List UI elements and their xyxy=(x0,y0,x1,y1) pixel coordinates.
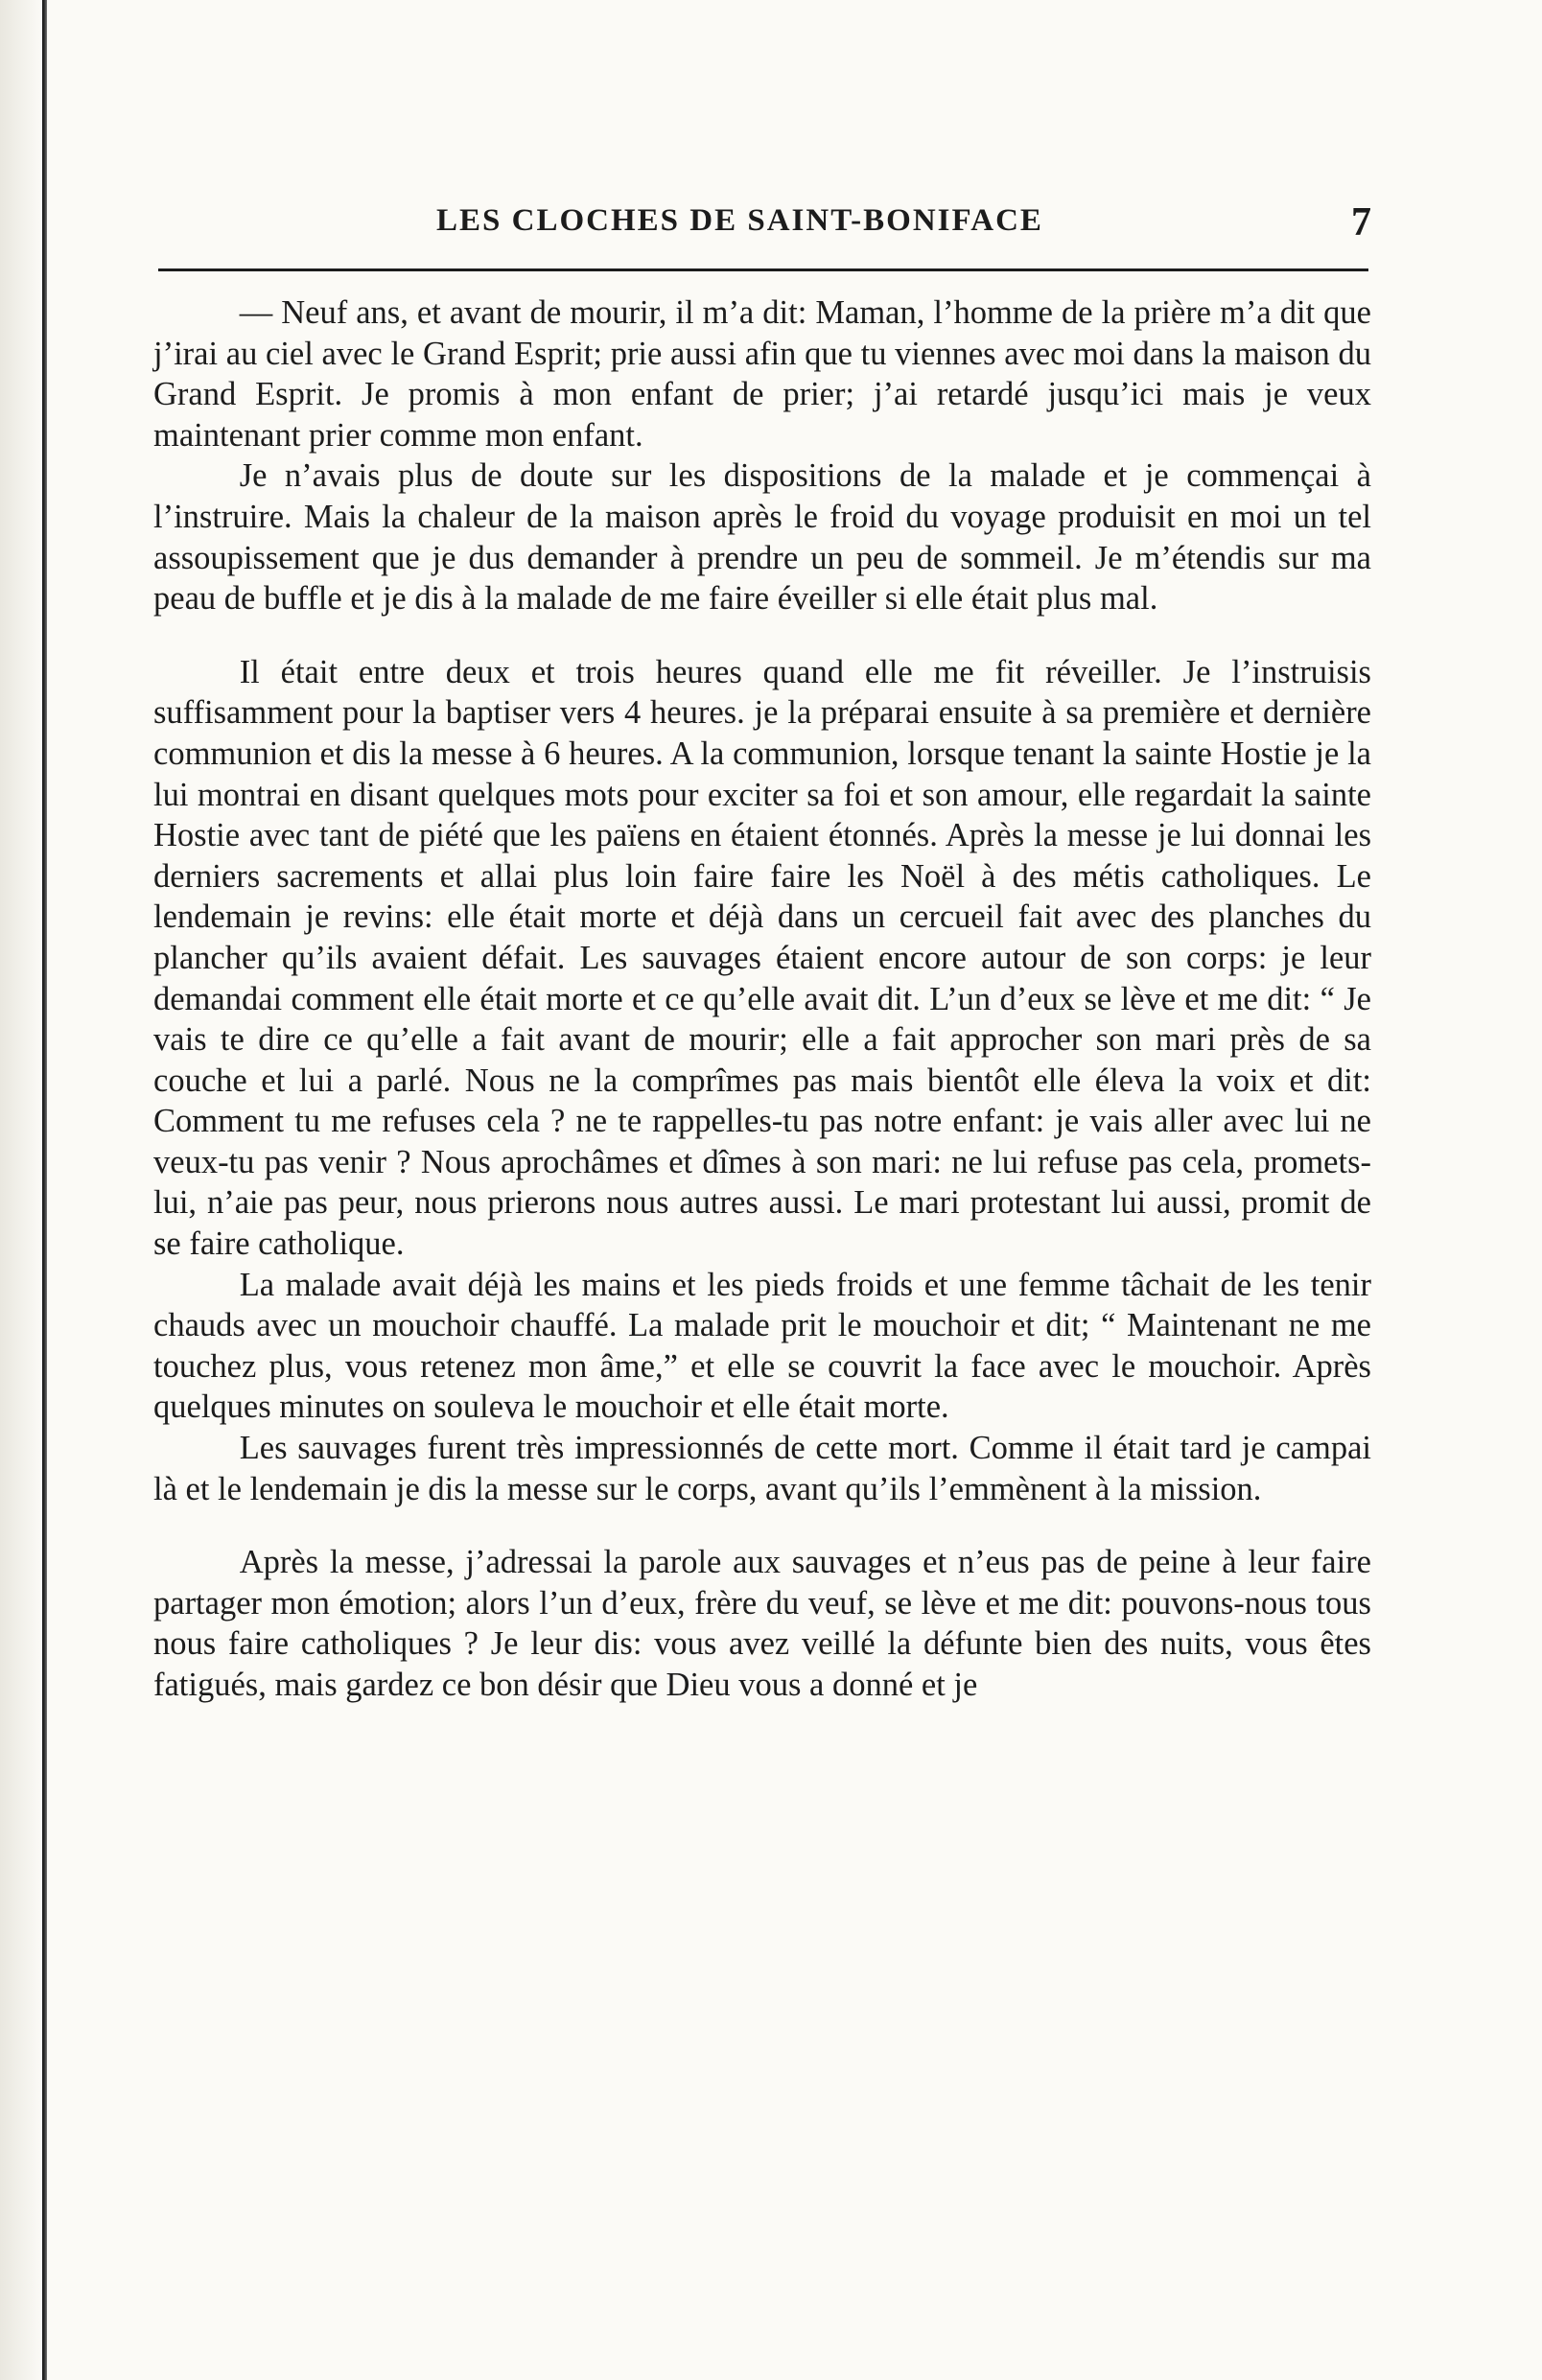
body-text xyxy=(153,292,1371,1706)
paragraph: — Neuf ans, et avant de mourir, il m’a dit: Maman, l’homme de la prière m’a dit que j’irai au ciel avec le Grand Esprit; prie aussi afin que tu viennes avec moi dans la maison du Grand Esprit. Je promis à mon enfant de prier; j’ai retardé jusqu’ici mais je veux maintenant prier comme mon enfant. xyxy=(153,294,1371,454)
paragraph: Après la messe, j’adressai la parole aux sauvages et n’eus pas de peine à leur faire partager mon émotion; alors l’un d’eux, frère du veuf, se lève et me dit: pouvons-nous tous nous faire catholiques ? Je leur dis: vous avez veillé la défunte bien des nuits, vous êtes fatigués, mais gardez ce bon désir que Dieu vous a donné et je xyxy=(153,1544,1371,1703)
paragraph: Il était entre deux et trois heures quand elle me fit réveiller. Je l’instruisis suffisamment pour la baptiser vers 4 heures. je la préparai ensuite à sa première et dernière communion et dis la messe à 6 heures. A la communion, lorsque tenant la sainte Hostie je la lui montrai en disant quelques mots pour exciter sa foi et son amour, elle regardait la sainte Hostie avec tant de piété que les païens en étaient étonnés. Après la messe je lui donnai les derniers sacrements et allai plus loin faire faire les Noël à des métis catholiques. Le lendemain je revins: elle était morte et déjà dans un cercueil fait avec des planches du plancher qu’ils avaient défait. Les sauvages étaient encore autour de son corps: je leur demandai comment elle était morte et ce qu’elle avait dit. L’un d’eux se lève et me dit: “ Je vais te dire ce qu’elle a fait avant de mourir; elle a fait approcher son mari près de sa couche et lui a parlé. Nous ne la comprîmes pas mais bientôt elle éleva la voix et dit: Comment tu me refuses cela ? ne te rappelles-tu pas notre enfant: je vais aller avec lui ne veux-tu pas venir ? Nous aprochâmes et dîmes à son mari: ne lui refuse pas cela, promets-lui, n’aie pas peur, nous prierons nous autres aussi. Le mari protestant lui aussi, promit de se faire catholique. xyxy=(153,653,1371,1263)
paragraph: Les sauvages furent très impressionnés de cette mort. Comme il était tard je campai là et le lendemain je dis la messe sur le corps, avant qu’ils l’emmènent à la mission. xyxy=(153,1430,1371,1507)
paragraph: La malade avait déjà les mains et les pieds froids et une femme tâchait de les tenir chauds avec un mouchoir chauffé. La malade prit le mouchoir et dit; “ Maintenant ne me touchez plus, vous retenez mon âme,” et elle se couvrit la face avec le mouchoir. Après quelques minutes on souleva le mouchoir et elle était morte. xyxy=(153,1266,1371,1426)
page-binding-edge xyxy=(42,0,47,2380)
binding-shadow xyxy=(0,0,42,2380)
page-header xyxy=(149,200,1371,251)
running-title: LES CLOCHES DE SAINT-BONIFACE xyxy=(436,203,1043,238)
paragraph: Je n’avais plus de doute sur les dispositions de la malade et je commençai à l’instruire. Mais la chaleur de la maison après le froid du voyage produisit en moi un tel assoupissement que je dus demander à prendre un peu de sommeil. Je m’étendis sur ma peau de buffle et je dis à la malade de me faire éveiller si elle était plus mal. xyxy=(153,457,1371,618)
header-rule xyxy=(158,268,1368,271)
page-number: 7 xyxy=(1351,200,1371,245)
